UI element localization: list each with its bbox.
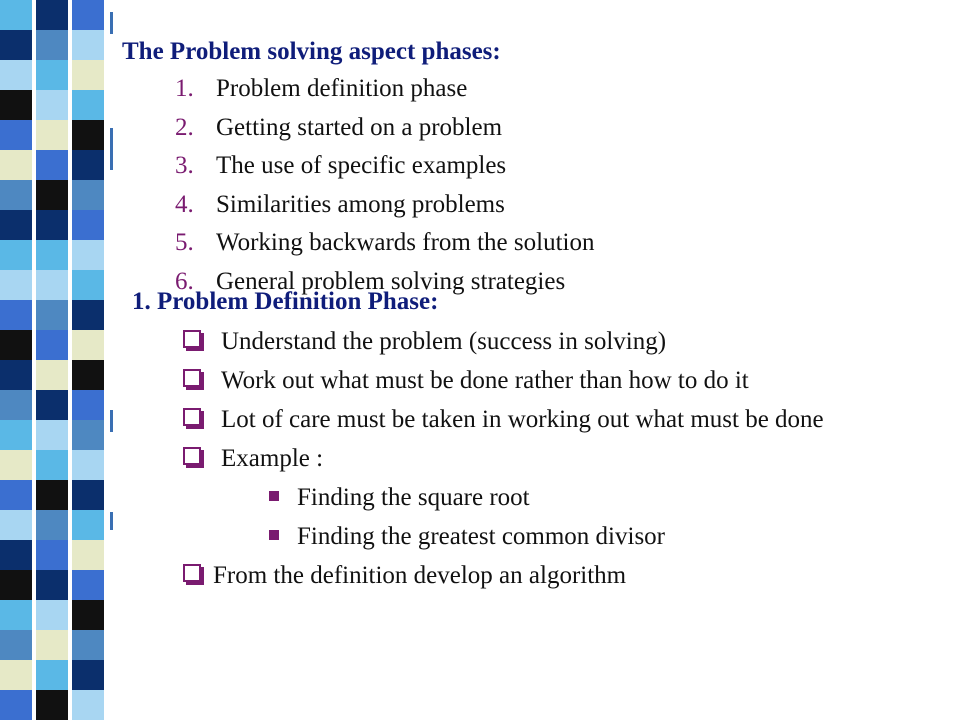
phase-text: Similarities among problems bbox=[216, 190, 505, 218]
stripe-block bbox=[72, 0, 104, 31]
stripe-block bbox=[0, 510, 32, 541]
stripe-block bbox=[72, 210, 104, 241]
stripe-block bbox=[72, 690, 104, 720]
stripe-block bbox=[36, 120, 68, 151]
stripe-block bbox=[72, 390, 104, 421]
stripe-block bbox=[72, 240, 104, 271]
point-text: Example : bbox=[221, 445, 324, 472]
square-bullet-icon bbox=[269, 491, 279, 501]
stripe-block bbox=[36, 30, 68, 61]
stripe-block bbox=[72, 180, 104, 211]
phase-number: 6. bbox=[175, 267, 194, 295]
stripe-block bbox=[0, 60, 32, 91]
stripe-block bbox=[36, 210, 68, 241]
list-item bbox=[183, 478, 943, 517]
stripe-block bbox=[72, 570, 104, 601]
stripe-block bbox=[0, 240, 32, 271]
list-item bbox=[183, 361, 943, 400]
stripe-block bbox=[0, 90, 32, 121]
point-text: From the definition develop an algorithm bbox=[213, 562, 627, 589]
stripe-block bbox=[72, 360, 104, 391]
stripe-block bbox=[36, 630, 68, 661]
definition-points bbox=[183, 322, 943, 595]
stripe-block bbox=[72, 600, 104, 631]
definition-heading: 1. Problem Definition Phase: bbox=[132, 288, 439, 315]
phase-text: Working backwards from the solution bbox=[216, 229, 595, 257]
phase-item bbox=[175, 226, 594, 265]
stripe-block bbox=[72, 330, 104, 361]
stripe-block bbox=[72, 60, 104, 91]
stripe-block bbox=[36, 570, 68, 601]
point-text: Understand the problem (success in solving) bbox=[221, 328, 667, 355]
list-item bbox=[183, 556, 943, 595]
point-text: Work out what must be done rather than how to do it bbox=[221, 367, 749, 394]
stripe-block bbox=[72, 450, 104, 481]
stripe-block bbox=[72, 480, 104, 511]
stripe-block bbox=[0, 300, 32, 331]
stripe-block bbox=[72, 420, 104, 451]
phase-number: 1. bbox=[175, 75, 194, 102]
stripe-block bbox=[72, 30, 104, 61]
stripe-block bbox=[72, 150, 104, 181]
stripe-block bbox=[0, 330, 32, 361]
stripe-block bbox=[0, 210, 32, 241]
stripe-block bbox=[72, 540, 104, 571]
stripe-block bbox=[0, 150, 32, 181]
stripe-block bbox=[36, 240, 68, 271]
point-text: Lot of care must be taken in working out what must be done bbox=[221, 406, 824, 433]
stripe-block bbox=[36, 480, 68, 511]
phase-number: 4. bbox=[175, 190, 194, 218]
stripe-column-middle bbox=[36, 0, 68, 720]
stripe-block bbox=[36, 360, 68, 391]
decorative-stripe-bar bbox=[0, 0, 104, 720]
stripe-block bbox=[36, 0, 68, 31]
checkbox-bullet-icon bbox=[183, 564, 201, 582]
stripe-block bbox=[0, 600, 32, 631]
stripe-block bbox=[72, 120, 104, 151]
stripe-block bbox=[0, 480, 32, 511]
phase-number: 3. bbox=[175, 152, 194, 180]
example-text: Finding the greatest common divisor bbox=[297, 523, 666, 550]
stripe-block bbox=[36, 690, 68, 720]
phase-item bbox=[175, 188, 594, 227]
stripe-block bbox=[72, 660, 104, 691]
phase-item bbox=[175, 149, 594, 188]
stripe-block bbox=[36, 300, 68, 331]
stripe-block bbox=[0, 540, 32, 571]
stripe-block bbox=[72, 510, 104, 541]
list-item bbox=[183, 517, 943, 556]
stripe-block bbox=[0, 390, 32, 421]
phase-text: Getting started on a problem bbox=[216, 113, 503, 141]
accent-tick bbox=[110, 12, 113, 34]
phase-text: General problem solving strategies bbox=[216, 267, 566, 295]
stripe-block bbox=[72, 630, 104, 661]
stripe-block bbox=[0, 0, 32, 31]
stripe-block bbox=[0, 420, 32, 451]
stripe-block bbox=[36, 180, 68, 211]
stripe-block bbox=[36, 450, 68, 481]
list-item bbox=[183, 439, 943, 478]
phase-text: The use of specific examples bbox=[216, 152, 507, 180]
stripe-block bbox=[36, 270, 68, 301]
example-text: Finding the square root bbox=[297, 484, 530, 511]
checkbox-bullet-icon bbox=[183, 369, 201, 387]
accent-tick bbox=[110, 512, 113, 530]
accent-tick bbox=[110, 410, 113, 432]
stripe-column-left bbox=[0, 0, 32, 720]
stripe-block bbox=[36, 600, 68, 631]
checkbox-bullet-icon bbox=[183, 408, 201, 426]
stripe-block bbox=[36, 60, 68, 91]
phase-item bbox=[175, 72, 594, 111]
square-bullet-icon bbox=[269, 530, 279, 540]
stripe-block bbox=[36, 540, 68, 571]
stripe-block bbox=[0, 360, 32, 391]
stripe-block bbox=[0, 30, 32, 61]
stripe-block bbox=[0, 120, 32, 151]
stripe-block bbox=[0, 570, 32, 601]
stripe-block bbox=[0, 180, 32, 211]
checkbox-bullet-icon bbox=[183, 447, 201, 465]
stripe-block bbox=[36, 90, 68, 121]
phases-heading: The Problem solving aspect phases: bbox=[122, 38, 501, 65]
stripe-block bbox=[72, 270, 104, 301]
checkbox-bullet-icon bbox=[183, 330, 201, 348]
phase-number: 2. bbox=[175, 113, 194, 141]
stripe-block bbox=[72, 300, 104, 331]
list-item bbox=[183, 400, 943, 439]
stripe-block bbox=[0, 660, 32, 691]
stripe-column-right bbox=[72, 0, 104, 720]
stripe-block bbox=[72, 90, 104, 121]
phase-number: 5. bbox=[175, 229, 194, 257]
phase-text: Problem definition phase bbox=[216, 75, 468, 102]
phases-list bbox=[175, 72, 594, 304]
stripe-block bbox=[36, 330, 68, 361]
stripe-block bbox=[36, 150, 68, 181]
stripe-block bbox=[36, 660, 68, 691]
stripe-block bbox=[36, 420, 68, 451]
stripe-block bbox=[0, 450, 32, 481]
stripe-block bbox=[0, 690, 32, 720]
stripe-block bbox=[0, 270, 32, 301]
list-item bbox=[183, 322, 943, 361]
stripe-block bbox=[0, 630, 32, 661]
stripe-block bbox=[36, 510, 68, 541]
phase-item bbox=[175, 111, 594, 150]
stripe-block bbox=[36, 390, 68, 421]
accent-tick bbox=[110, 128, 113, 170]
